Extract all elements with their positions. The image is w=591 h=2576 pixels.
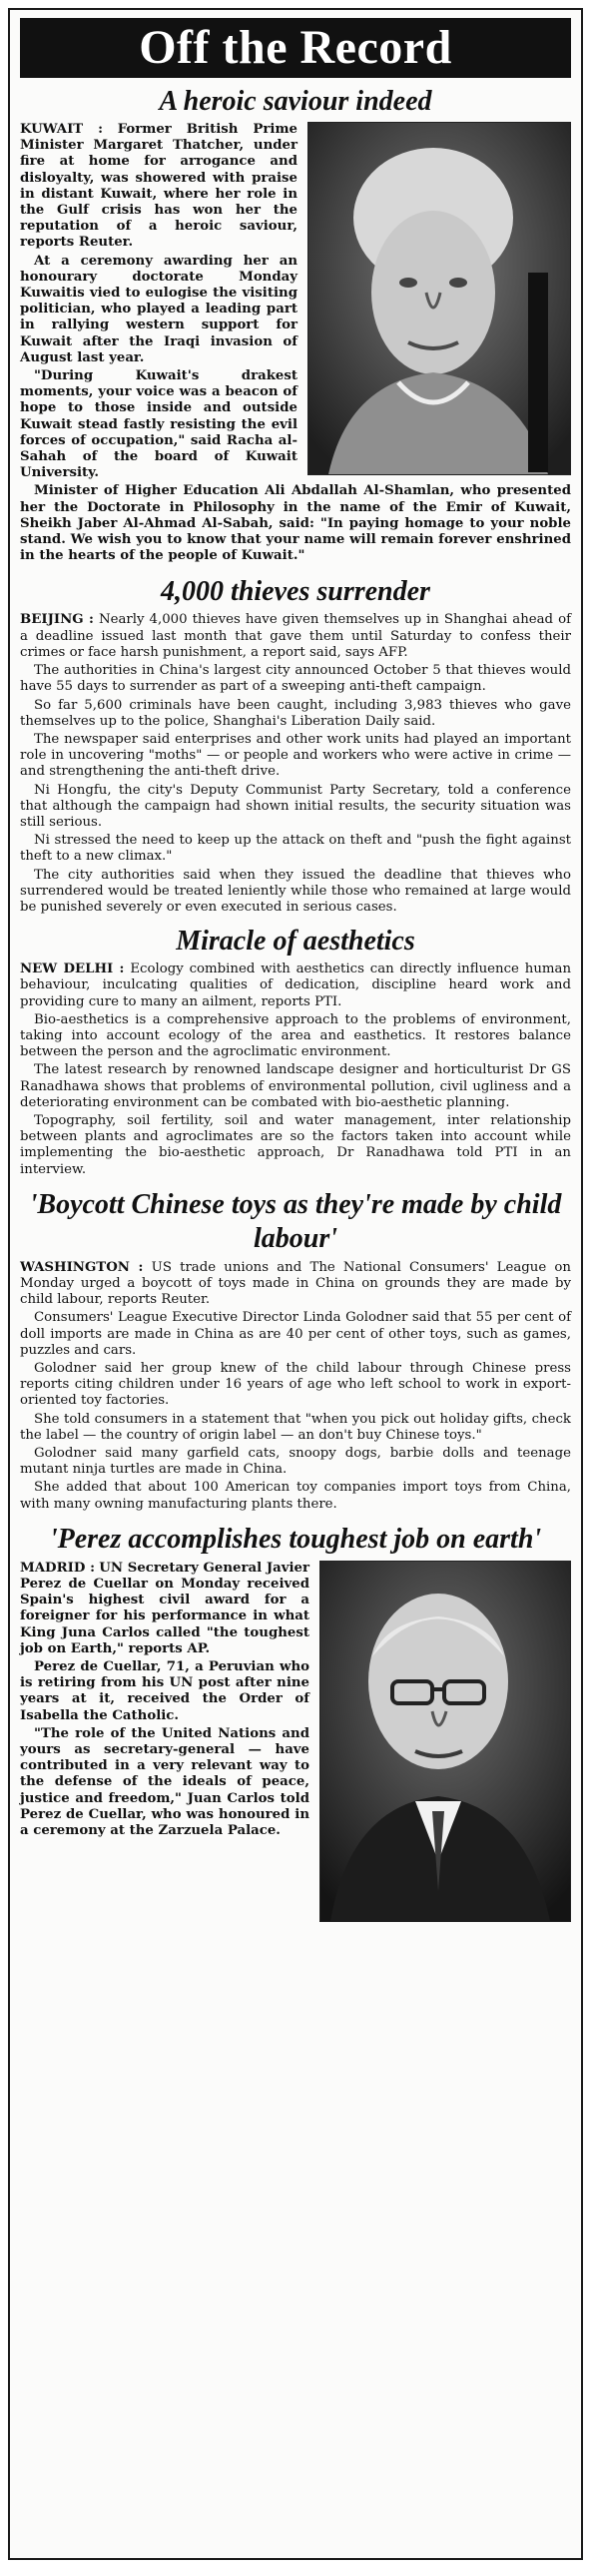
toys-paragraph-1: US trade unions and The National Consumers' League on Monday urged a boycott of toys made in China on grounds they are made by child labour, reports Reuter. [20,1259,571,1308]
thieves-paragraph-3: So far 5,600 criminals have been caught, including 3,983 thieves who gave themselves up to the police, Shanghai's Liberation Daily said. [20,697,571,729]
thatcher-paragraph-2: At a ceremony awarding her an honourary doctorate Monday Kuwaitis vied to eulogise the visiting politician, who played a leading part in rallying western support for Kuwait after the Iraqi invasion of August last year. [20,253,297,365]
thieves-paragraph-6: Ni stressed the need to keep up the attack on theft and "push the fight against theft to a new climax." [20,833,571,865]
aesthetics-paragraph-2: Bio-aesthetics is a comprehensive approach to the problems of environment, taking into account ecology of the area and easthetics. It restores balance between the person and the agroclimatic environment. [20,1011,571,1060]
thieves-paragraph-1: Nearly 4,000 thieves have given themselves up in Shanghai ahead of a deadline issued last month that gave them until Saturday to confess their crimes or face harsh punishment, a report said, says AFP. [20,612,572,660]
headline-thatcher: A heroic saviour indeed [159,86,432,117]
story-thieves [20,576,571,916]
dateline-perez: MADRID : [20,1560,95,1576]
perez-paragraph-1: UN Secretary General Javier Perez de Cuellar on Monday received Spain's highest civil award for a foreigner for his performance in what King Juna Carlos called "the toughest job on Earth," reports AP. [20,1560,309,1656]
story-thatcher [20,86,571,566]
headline-aesthetics: Miracle of aesthetics [176,926,415,958]
dateline-toys: WASHINGTON : [20,1259,144,1275]
toys-paragraph-2: Consumers' League Executive Director Linda Golodner said that 55 per cent of doll imports are made in China as are 40 per cent of other toys, such as games, puzzles and cars. [20,1310,571,1358]
thatcher-photo [307,122,571,475]
aesthetics-paragraph-4: Topography, soil fertility, soil and water management, inter relationship between plants and agroclimates are so the factors taken into account while implementing the bio-aesthetic approach, Dr Ranadhawa told PTI in an interview. [20,1112,571,1177]
masthead-title: Off the Record [20,18,571,78]
thieves-paragraph-2: The authorities in China's largest city announced October 5 that thieves would have 55 days to surrender as part of a sweeping anti-theft campaign. [20,663,571,695]
thatcher-paragraph-3: "During Kuwait's drakest moments, your voice was a beacon of hope to those inside and outside Kuwait stead fastly resisting the evil forces of occupation," said Racha al-Sahah of the board of Kuwait University. [20,368,297,481]
headline-perez: 'Perez accomplishes toughest job on earth' [49,1523,542,1555]
dateline-thieves: BEIJING : [20,612,94,628]
story-toys [20,1188,571,1513]
newspaper-column [8,8,583,2560]
thieves-paragraph-4: The newspaper said enterprises and other work units had played an important role in uncovering "moths" — or people and workers who were active in crime — and strengthening the anti-theft drive. [20,731,571,780]
dateline-thatcher: KUWAIT : [20,122,104,137]
aesthetics-paragraph-3: The latest research by renowned landscape designer and horticulturist Dr GS Ranadhawa shows that problems of environmental pollution, civil ugliness and a deteriorating environment can be combated with bio-aesthetic planning. [20,1062,571,1110]
thieves-paragraph-7: The city authorities said when they issued the deadline that thieves who surrendered would be treated leniently while those who remained at large would be punished severely or even executed in serious cases. [20,867,571,915]
perez-paragraph-3: "The role of the United Nations and yours as secretary-general — have contributed in a very relevant way to the defense of the ideals of peace, justice and freedom," Juan Carlos told Perez de Cuellar, who was honoured in a ceremony at the Zarzuela Palace. [20,1725,309,1839]
toys-paragraph-6: She added that about 100 American toy companies import toys from China, with many owning manufacturing plants there. [20,1480,571,1512]
toys-paragraph-3: Golodner said her group knew of the child labour through Chinese press reports citing children under 16 years of age who left school to work in export-oriented toy factories. [20,1361,571,1409]
headline-toys: 'Boycott Chinese toys as they're made by child labour' [29,1188,562,1254]
story-perez [20,1523,571,1928]
portrait-woman-icon [308,123,570,474]
story-aesthetics [20,926,571,1178]
perez-photo [319,1561,571,1922]
portrait-man-icon [320,1562,570,1921]
aesthetics-paragraph-1: Ecology combined with aesthetics can directly influence human behaviour, inculcating qualities of dedication, discipline heard work and providing cure to many an ailment, reports PTI. [20,962,572,1009]
headline-thieves: 4,000 thieves surrender [161,576,430,608]
thatcher-paragraph-1: Former British Prime Minister Margaret Thatcher, under fire at home for arrogance and disloyalty, was showered with praise in distant Kuwait, where her role in the Gulf crisis has won her the reputation of a heroic saviour, reports Reuter. [20,122,298,251]
thatcher-paragraph-4: Minister of Higher Education Ali Abdallah Al-Shamlan, who presented her the Doctorate in Philosophy in the name of the Emir of Kuwait, Sheikh Jaber Al-Ahmad Al-Sabah, said: "In paying homage to your noble stand. We wish you to know that your name will remain forever enshrined in the hearts of the people of Kuwait." [20,483,571,564]
thieves-paragraph-5: Ni Hongfu, the city's Deputy Communist Party Secretary, told a conference that although the campaign had shown initial results, the security situation was still serious. [20,782,571,830]
toys-paragraph-4: She told consumers in a statement that "when you pick out holiday gifts, check the label — the country of origin label — an don't buy Chinese toys." [20,1411,571,1443]
perez-paragraph-2: Perez de Cuellar, 71, a Peruvian who is retiring from his UN post after nine years at it, received the Order of Isabella the Catholic. [20,1659,309,1723]
dateline-aesthetics: NEW DELHI : [20,962,125,977]
toys-paragraph-5: Golodner said many garfield cats, snoopy dogs, barbie dolls and teenage mutant ninja turtles are made in China. [20,1446,571,1478]
